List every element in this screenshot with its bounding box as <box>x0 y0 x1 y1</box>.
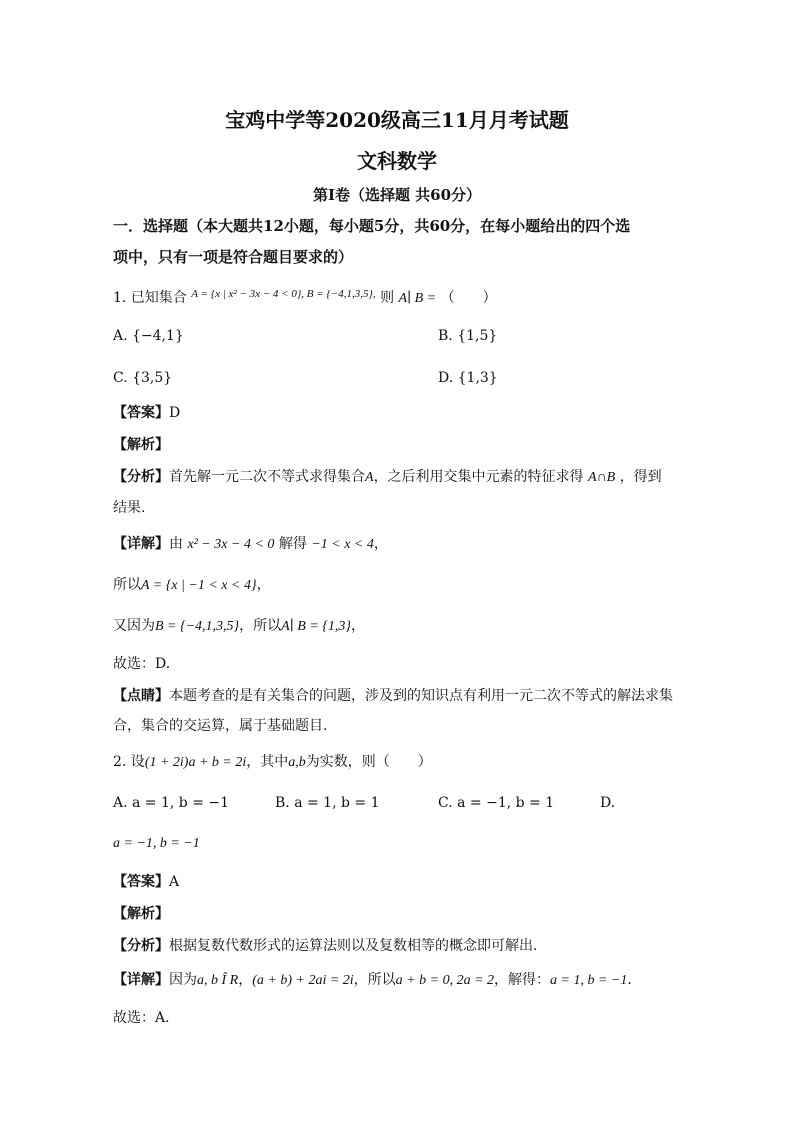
q2-xiangjie-math-4: a = 1, b = −1 <box>550 973 628 988</box>
q2-answer-tag: 【答案】 <box>113 874 169 890</box>
q1-stem-suffix: 则 <box>380 290 395 306</box>
q2-xiangjie-text-4: ，解得： <box>494 972 551 988</box>
q1-xiangjie-text-3: ， <box>373 536 388 552</box>
q2-xiangjie-text-3: ，所以 <box>353 972 396 988</box>
q1-fenxi-text-3: ，得到 <box>619 469 662 485</box>
q2-option-d: a = −1, b = −1 <box>113 836 200 851</box>
q2-answer <box>113 872 179 892</box>
q2-analysis-tag: 【解析】 <box>113 906 169 922</box>
q1-answer-tag: 【答案】 <box>113 405 169 421</box>
q2-xiangjie-tag: 【详解】 <box>113 972 169 988</box>
q1-fenxi-text-2: ，之后利用交集中元素的特征求得 <box>373 469 584 485</box>
q2-xiangjie <box>113 970 632 991</box>
q1-xiangjie-math-2: −1 < x < 4 <box>311 537 374 552</box>
q2-option-a: A. a = 1, b = −1 <box>113 795 230 811</box>
q1-dianjing-line2: 合，集合的交运算，属于基础题目. <box>113 718 328 734</box>
q2-stem-text-2: ，其中 <box>246 754 289 770</box>
q1-option-b: B. {1,5} <box>438 328 498 344</box>
q2-choose: 故选：A. <box>113 1010 170 1026</box>
q1-fenxi-math: A∩B <box>588 470 616 485</box>
q1-stem-suffix-math: A∣ B = <box>398 291 437 306</box>
q2-option-d-label: D. <box>600 795 616 811</box>
q1-line-a-text: 所以 <box>113 577 141 593</box>
exam-title: 宝鸡中学等2020级高三11月月考试题 <box>225 108 569 132</box>
q2-fenxi <box>113 936 537 956</box>
q1-fenxi-text-1: 首先解一元二次不等式求得集合 <box>169 469 365 485</box>
q2-answer-value: A <box>169 874 180 890</box>
q2-stem <box>113 752 432 773</box>
q1-xiangjie-math-1: x² − 3x − 4 < 0 <box>187 537 275 552</box>
q1-line-a-math: A = {x | −1 < x < 4} <box>141 578 257 593</box>
q1-xiangjie-text-1: 由 <box>169 536 183 552</box>
q1-dianjing <box>113 686 673 706</box>
q1-line-a <box>113 575 271 596</box>
q2-xiangjie-math-3: a + b = 0, 2a = 2 <box>395 973 495 988</box>
q1-fenxi-line2: 结果. <box>113 500 146 516</box>
q1-stem-prefix: 1. 已知集合 <box>113 290 187 306</box>
q1-line-b-math-1: B = {−4,1,3,5} <box>155 619 240 634</box>
q2-stem-math-1: (1 + 2i)a + b = 2i <box>144 755 247 770</box>
q2-option-b: B. a = 1, b = 1 <box>275 795 380 811</box>
q1-choose: 故选：D. <box>113 656 171 672</box>
q1-fenxi-a: A <box>365 470 374 485</box>
q1-fenxi-tag: 【分析】 <box>113 469 169 485</box>
q2-fenxi-text: 根据复数代数形式的运算法则以及复数相等的概念即可解出. <box>169 938 538 954</box>
q1-stem-paren: （ ） <box>440 290 497 306</box>
q1-line-b-text-1: 又因为 <box>113 618 155 634</box>
q1-line-b-text-2: ，所以 <box>239 618 282 634</box>
q1-answer-value: D <box>169 405 181 421</box>
q1-line-a-end: ， <box>256 577 271 593</box>
q2-fenxi-tag: 【分析】 <box>113 938 169 954</box>
q1-line-b-math-2: A∣ B = {1,3} <box>281 619 351 634</box>
q1-fenxi <box>113 467 662 488</box>
q1-xiangjie-text-2: 解得 <box>278 536 307 552</box>
q1-xiangjie-tag: 【详解】 <box>113 536 169 552</box>
q1-analysis-tag: 【解析】 <box>113 437 169 453</box>
section-heading-line1: 一．选择题（本大题共12小题，每小题5分，共60分，在每小题给出的四个选 <box>113 217 631 235</box>
q2-stem-text-3: 为实数，则（ ） <box>305 754 432 770</box>
q1-stem-math: A = {x | x² − 3x − 4 < 0}, B = {−4,1,3,5}, <box>191 288 376 300</box>
q1-stem <box>113 288 497 309</box>
q1-option-a: A. {−4,1} <box>113 328 184 344</box>
exam-subject: 文科数学 <box>357 149 437 173</box>
q2-xiangjie-text-1: 因为 <box>169 972 197 988</box>
q2-xiangjie-text-5: . <box>627 972 632 988</box>
q1-line-b-end: ， <box>350 618 365 634</box>
q1-line-b <box>113 616 365 637</box>
q1-dianjing-text: 本题考查的是有关集合的问题，涉及到的知识点有利用一元二次不等式的解法求集 <box>169 688 673 704</box>
q2-xiangjie-math-1: a, b Î R <box>197 973 239 988</box>
q2-stem-prefix: 2. 设 <box>113 754 145 770</box>
q2-xiangjie-math-2: (a + b) + 2ai = 2i <box>252 973 354 988</box>
q2-stem-math-2: a,b <box>288 755 306 770</box>
q1-xiangjie <box>113 534 388 555</box>
section-heading-line2: 项中，只有一项是符合题目要求的） <box>113 248 354 266</box>
q1-answer <box>113 403 180 423</box>
q1-option-c: C. {3,5} <box>113 370 173 386</box>
q1-dianjing-tag: 【点睛】 <box>113 688 169 704</box>
q1-option-d: D. {1,3} <box>438 370 498 386</box>
q2-option-c: C. a = −1, b = 1 <box>438 795 555 811</box>
exam-part: 第I卷（选择题 共60分） <box>312 186 482 204</box>
q2-xiangjie-text-2: ， <box>238 972 253 988</box>
